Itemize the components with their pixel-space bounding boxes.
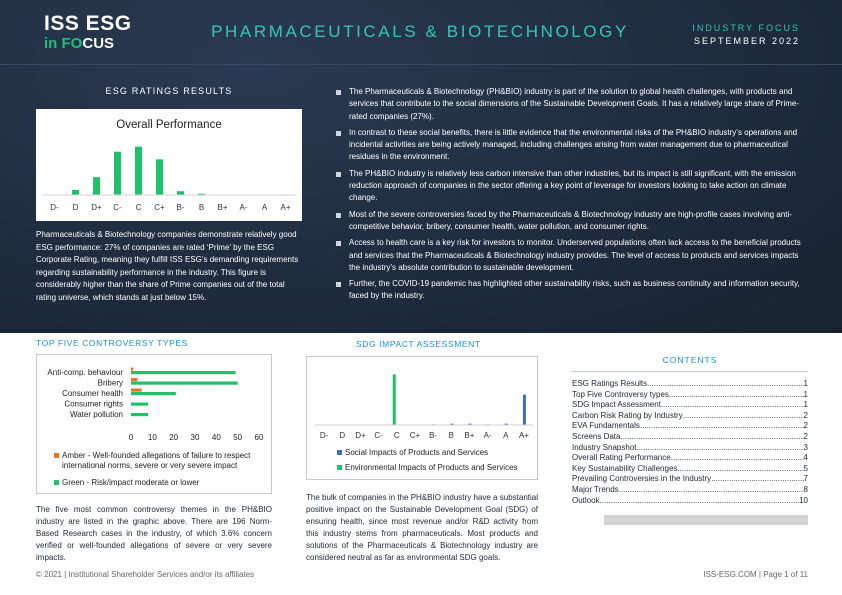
sdg-chart bbox=[306, 356, 538, 480]
tick-label: D- bbox=[50, 203, 59, 212]
contents-item-page: 2 bbox=[803, 431, 808, 441]
bar-amber bbox=[131, 368, 133, 371]
controversy-text: The five most common controversy themes in the PH&BIO industry are listed in the graphic above. There are 196 Norm-Based Research cases in the industry, of which 3.6% concern verified or well-founded allegations of severe or very severe impacts. bbox=[36, 505, 272, 562]
contents-dot-leader bbox=[671, 453, 804, 464]
legend-environmental-label: Environmental Impacts of Products and Services bbox=[345, 463, 518, 472]
tick-label: B- bbox=[176, 203, 185, 212]
contents-item[interactable] bbox=[572, 464, 808, 475]
tick-label: D bbox=[339, 431, 346, 440]
contents-item[interactable] bbox=[572, 496, 808, 507]
focus-label: INDUSTRY FOCUS bbox=[692, 23, 800, 33]
contents-item[interactable] bbox=[572, 474, 808, 485]
contents-dot-leader bbox=[636, 443, 803, 454]
contents-item-title: ESG Ratings Results bbox=[572, 379, 648, 388]
tick-label: A bbox=[261, 203, 268, 212]
contents-item-title: Industry Snapshot bbox=[572, 442, 637, 452]
tick-label: B+ bbox=[217, 203, 228, 212]
tick-label: D+ bbox=[355, 431, 366, 440]
contents-dot-leader bbox=[683, 411, 804, 422]
contents-dot-leader bbox=[600, 496, 800, 507]
category-label: Consumer rights bbox=[64, 399, 123, 409]
contents-item[interactable] bbox=[572, 432, 808, 443]
contents-item-title: Top Five Controversy types bbox=[572, 389, 669, 399]
contents-item-title: Overall Rating Performance bbox=[572, 453, 671, 463]
sdg-svg bbox=[307, 357, 539, 481]
tick-label: C- bbox=[113, 203, 122, 212]
tick-label: A+ bbox=[280, 203, 291, 212]
page-header bbox=[0, 0, 842, 64]
bar-green bbox=[131, 382, 238, 385]
chart-title: Overall Performance bbox=[116, 119, 222, 131]
controversy-svg bbox=[37, 355, 273, 495]
sdg-text: The bulk of companies in the PH&BIO industry have a substantial positive impact on the Sustainable Development Goal (SDG) of ensuring health, since most revenue and/or R&D activity from this industry stems from pharmaceuticals. Most products and solutions of the Pharmaceuticals & Biotechnology industry are considered neutral as far as environmental SDG goals. bbox=[306, 493, 538, 562]
tick-label: C bbox=[393, 431, 400, 440]
category-label: Water pollution bbox=[69, 410, 123, 419]
table-of-contents bbox=[572, 355, 808, 506]
key-findings-list bbox=[335, 86, 810, 307]
contents-item-page: 2 bbox=[803, 410, 808, 420]
bullet-item: The Pharmaceuticals & Biotechnology (PH&BIO) industry is part of the solution to global health challenges, with products and services that contribute to the social dimensions of the Sustainable Development Goals. It has a relatively large share of Prime-rated companies (27%). bbox=[335, 86, 810, 123]
bar-green bbox=[131, 371, 236, 374]
contents-item-page: 7 bbox=[803, 474, 808, 484]
contents-item-page: 8 bbox=[803, 484, 808, 494]
tick-label: A- bbox=[483, 431, 492, 440]
footer-copyright: © 2021 | Institutional Shareholder Services and/or its affiliates bbox=[36, 570, 255, 579]
bar-amber bbox=[131, 378, 137, 381]
contents-item-title: Outlook bbox=[572, 495, 600, 505]
tick-label: B- bbox=[429, 431, 438, 440]
bar-amber bbox=[131, 389, 142, 392]
issue-date: SEPTEMBER 2022 bbox=[693, 36, 800, 46]
x-tick-label: 60 bbox=[254, 433, 264, 442]
contents-item[interactable] bbox=[572, 411, 808, 422]
x-tick-label: 40 bbox=[211, 433, 221, 442]
contents-item-page: 2 bbox=[803, 421, 808, 431]
overall-performance-chart bbox=[36, 109, 302, 221]
tick-label: D+ bbox=[91, 203, 102, 212]
logo-line1: ISS ESG bbox=[44, 12, 132, 35]
x-tick-label: 10 bbox=[147, 433, 157, 442]
legend-environmental-swatch bbox=[337, 465, 342, 470]
bar-green bbox=[131, 403, 148, 406]
industry-focus-label bbox=[692, 22, 800, 48]
legend-amber-label: Amber - Well-founded allegations of failure to respect international norms, severe or very severe impact bbox=[62, 451, 251, 470]
tick-label: A+ bbox=[518, 431, 529, 440]
tick-label: B+ bbox=[464, 431, 475, 440]
bullet-item: Most of the severe controversies faced by the Pharmaceuticals & Biotechnology industry are high-profile cases involving anti-competitive behavior, bribery, consumer health, water pollution, and consumer rights. bbox=[335, 209, 810, 234]
bullet-item: The PH&BIO industry is relatively less carbon intensive than other industries, but its impact is still significant, with the emission reduction approach of companies in the sector offering a key point of leverage for investors looking to take action on climate change. bbox=[335, 168, 810, 205]
tick-label: D bbox=[72, 203, 79, 212]
contents-item-title: SDG Impact Assessment bbox=[572, 400, 661, 410]
tick-label: C+ bbox=[154, 203, 165, 212]
page-title: PHARMACEUTICALS & BIOTECHNOLOGY bbox=[211, 22, 629, 41]
contents-dot-leader bbox=[669, 390, 804, 401]
contents-heading: CONTENTS bbox=[572, 355, 808, 372]
x-tick-label: 20 bbox=[169, 433, 179, 442]
bullet-item: Access to health care is a key risk for investors to monitor. Underserved populations often lack access to the beneficial products and services that the Pharmaceuticals & Biotechnology industry provides. The level of access to products and services impacts the industry’s absolute contribution to sustainable development. bbox=[335, 237, 810, 274]
bar-green bbox=[131, 392, 176, 395]
category-label: Anti-comp. behaviour bbox=[47, 368, 123, 377]
tick-label: B bbox=[448, 431, 454, 440]
tick-label: A bbox=[503, 431, 509, 440]
contents-dot-leader bbox=[711, 474, 803, 485]
contents-dot-leader bbox=[677, 464, 803, 475]
tick-label: C- bbox=[374, 431, 383, 440]
contents-dot-leader bbox=[619, 485, 804, 496]
tick-label: C bbox=[135, 203, 142, 212]
tick-label: D- bbox=[319, 431, 329, 440]
legend-amber-swatch bbox=[54, 453, 59, 458]
tick-label: C+ bbox=[409, 431, 421, 440]
contents-bar bbox=[604, 515, 808, 525]
legend-social-label: Social Impacts of Products and Services bbox=[345, 448, 489, 457]
contents-dot-leader bbox=[661, 400, 804, 411]
legend-social-swatch bbox=[337, 450, 342, 455]
bullet-item: Further, the COVID-19 pandemic has highlighted other sustainability risks, such as business continuity and information security, faced by the industry. bbox=[335, 278, 810, 303]
contents-dot-leader bbox=[647, 379, 803, 390]
sdg-heading: SDG IMPACT ASSESSMENT bbox=[356, 339, 481, 349]
tick-label: B bbox=[198, 203, 205, 212]
bullet-item: In contrast to these social benefits, there is little evidence that the environmental risks of the PH&BIO industry’s operations and incidental activities are being actively managed, including challenges arising from water management due to pharmaceutical residues in the environment. bbox=[335, 127, 810, 164]
bar-B- bbox=[177, 191, 184, 195]
category-label: Consumer health bbox=[62, 389, 123, 398]
contents-dot-leader bbox=[620, 432, 803, 443]
category-label: Bribery bbox=[97, 378, 123, 388]
legend-green-label: Green - Risk/impact moderate or lower bbox=[62, 478, 200, 487]
contents-dot-leader bbox=[640, 421, 804, 432]
contents-item-title: Screens Data bbox=[572, 431, 621, 441]
contents-item-page: 3 bbox=[803, 442, 808, 452]
header-divider bbox=[0, 64, 842, 65]
contents-item[interactable] bbox=[572, 443, 808, 454]
bar-social-A+ bbox=[523, 395, 526, 425]
contents-item-page: 10 bbox=[799, 495, 808, 505]
contents-item-page: 1 bbox=[803, 400, 808, 410]
bar-C+ bbox=[156, 159, 163, 195]
controversy-chart bbox=[36, 354, 272, 494]
esg-summary-text: Pharmaceuticals & Biotechnology companies demonstrate relatively good ESG performance: 27% of companies are rated ‘Prime’ by the ESG Corporate Rating, meaning they fulfill ISS ESG’s demanding requirements regarding sustainability performance in the industry. This figure is considerably higher than the share of Prime companies out of the total rating universe, which stands at just below 15%. bbox=[36, 230, 299, 302]
logo-line2: in FOCUS bbox=[44, 35, 115, 52]
bar-C- bbox=[114, 152, 121, 195]
contents-item-title: EVA Fundamentals bbox=[572, 421, 640, 431]
contents-list bbox=[572, 372, 808, 506]
contents-item-page: 1 bbox=[803, 389, 808, 399]
x-tick-label: 30 bbox=[190, 433, 200, 442]
footer-page-ref: ISS-ESG.COM | Page 1 of 11 bbox=[703, 570, 808, 579]
bar-D bbox=[72, 190, 79, 195]
contents-item[interactable] bbox=[572, 453, 808, 464]
bar-C bbox=[135, 147, 142, 195]
contents-item-title: Key Sustainability Challenges bbox=[572, 463, 678, 473]
contents-item[interactable] bbox=[572, 379, 808, 390]
contents-item-page: 1 bbox=[803, 379, 808, 388]
contents-item[interactable] bbox=[572, 390, 808, 401]
contents-item-title: Carbon Risk Rating by Industry bbox=[572, 410, 683, 420]
overall-performance-svg bbox=[36, 109, 302, 221]
legend-green-swatch bbox=[54, 480, 59, 485]
bar-environmental-C bbox=[393, 374, 396, 425]
x-tick-label: 0 bbox=[128, 433, 134, 442]
contents-item-title: Major Trends bbox=[572, 484, 619, 494]
tick-label: A- bbox=[239, 203, 248, 212]
contents-item-page: 4 bbox=[803, 453, 808, 463]
bar-D+ bbox=[93, 177, 100, 195]
contents-item[interactable] bbox=[572, 485, 808, 496]
contents-item-page: 5 bbox=[803, 463, 808, 473]
contents-item[interactable] bbox=[572, 421, 808, 432]
esg-ratings-heading: ESG RATINGS RESULTS bbox=[105, 86, 233, 96]
bar-green bbox=[131, 413, 148, 416]
contents-item[interactable] bbox=[572, 400, 808, 411]
iss-esg-logo bbox=[44, 13, 132, 51]
contents-item-title: Prevailing Controversies in the Industry bbox=[572, 474, 712, 484]
x-tick-label: 50 bbox=[233, 433, 243, 442]
controversy-heading: TOP FIVE CONTROVERSY TYPES bbox=[36, 338, 188, 348]
